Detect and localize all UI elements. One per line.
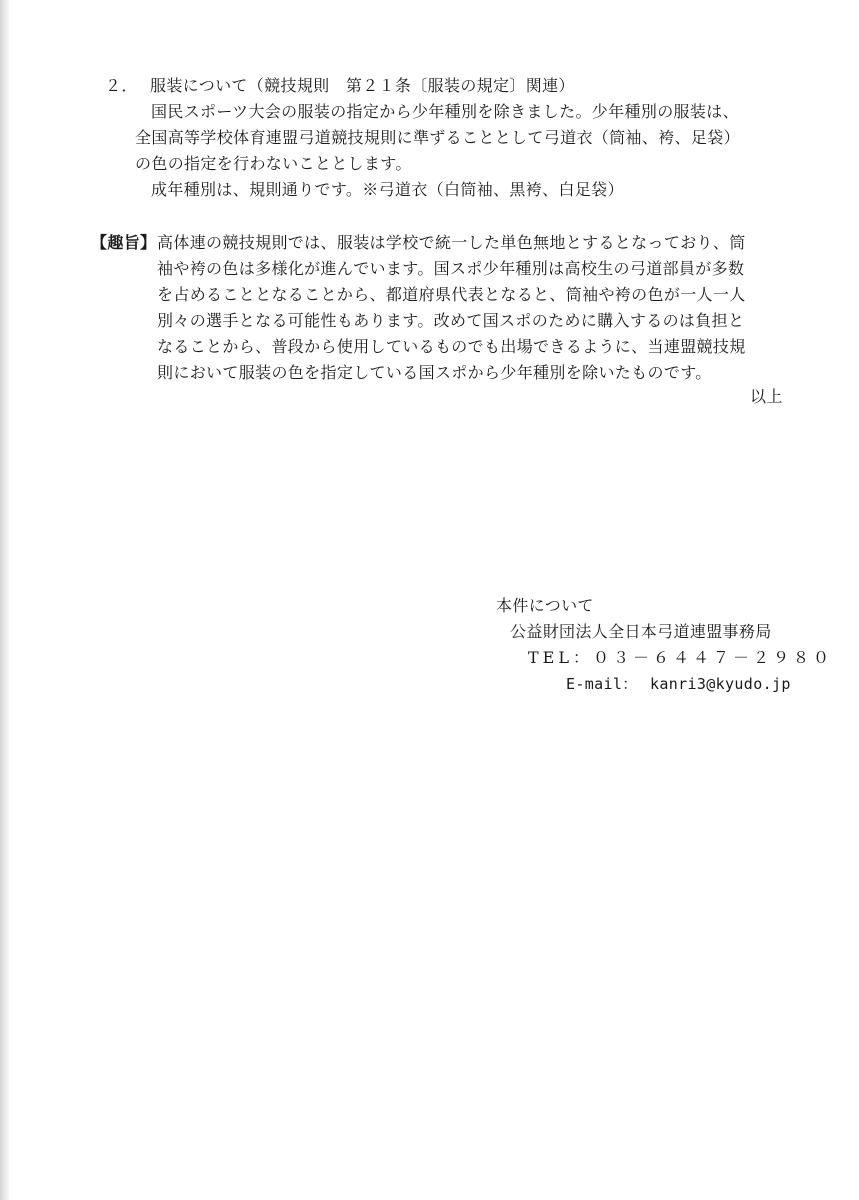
purpose-line: 袖や袴の色は多様化が進んでいます。国スポ少年種別は高校生の弓道部員が多数 (157, 259, 745, 278)
adult-category-note: 成年種別は、規則通りです。※弓道衣（白筒袖、黒袴、白足袋） (151, 180, 624, 199)
section-body-line: 国民スポーツ大会の服装の指定から少年種別を除きました。少年種別の服装は、 (151, 102, 739, 121)
purpose-line: 別々の選手となる可能性もあります。改めて国スポのために購入するのは負担と (157, 311, 745, 330)
contact-intro: 本件について (496, 596, 594, 615)
contact-tel: TEL：０３－６４４７－２９８０ (528, 648, 833, 667)
section-body-line: の色の指定を行わないこととします。 (135, 154, 412, 173)
section-body-line: 全国高等学校体育連盟弓道競技規則に準ずることとして弓道衣（筒袖、袴、足袋） (135, 128, 740, 147)
section-heading: 服装について（競技規則 第２１条〔服装の規定〕関連） (150, 76, 575, 95)
contact-email: kanri3@kyudo.jp (650, 675, 791, 693)
purpose-line: を占めることとなることから、都道府県代表となると、筒袖や袴の色が一人一人 (157, 285, 746, 304)
contact-organization: 公益財団法人全日本弓道連盟事務局 (510, 622, 772, 641)
purpose-line: なることから、普段から使用しているものでも出場できるように、当連盟競技規 (157, 337, 746, 356)
closing-mark: 以上 (750, 387, 783, 406)
purpose-line: 則において服装の色を指定している国スポから少年種別を除いたものです。 (157, 363, 712, 382)
purpose-label: 【趣旨】 (91, 233, 157, 252)
contact-email-label: E-mail： (566, 675, 638, 693)
page-edge-shadow (0, 0, 9, 1200)
purpose-line: 高体連の競技規則では、服装は学校で統一した単色無地とするとなっており、筒 (157, 233, 746, 252)
section-number: ２． (105, 76, 138, 95)
